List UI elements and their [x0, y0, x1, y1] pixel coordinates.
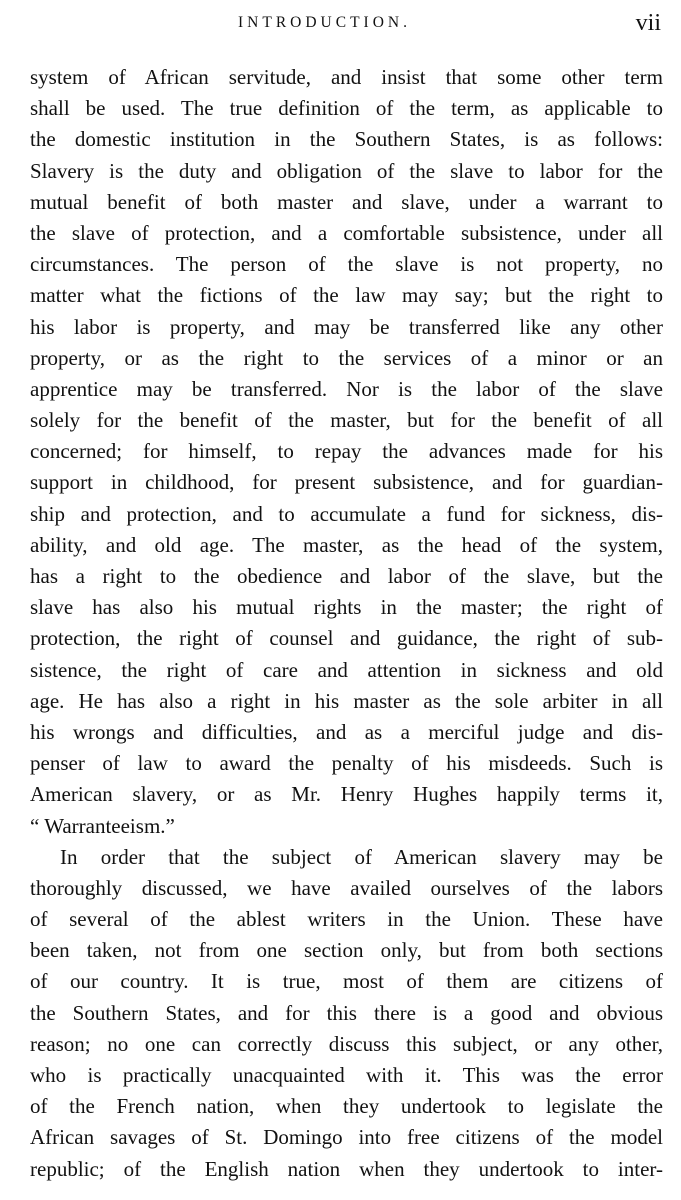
text-line: apprentice may be transferred. Nor is the labor of the slave: [30, 376, 663, 401]
text-line: ship and protection, and to accumulate a fund for sickness, dis-: [30, 501, 663, 526]
text-line: thoroughly discussed, we have availed ourselves of the labors: [30, 875, 663, 900]
text-line: of the French nation, when they undertook to legislate the: [30, 1094, 663, 1119]
text-line: of our country. It is true, most of them are citizens of: [30, 969, 663, 994]
text-line: his labor is property, and may be transferred like any other: [30, 314, 663, 339]
body-text: [30, 62, 663, 1185]
text-line: sistence, the right of care and attention in sickness and old: [30, 657, 663, 682]
text-line: age. He has also a right in his master as the sole arbiter in all: [30, 688, 663, 713]
text-line: the domestic institution in the Southern States, is as follows:: [30, 127, 663, 152]
text-line: property, or as the right to the services of a minor or an: [30, 345, 663, 370]
text-line: the slave of protection, and a comfortable subsistence, under all: [30, 220, 663, 245]
text-line: “ Warranteeism.”: [30, 813, 175, 838]
text-line: his wrongs and difficulties, and as a merciful judge and dis-: [30, 719, 663, 744]
text-line: who is practically unacquainted with it. This was the error: [30, 1063, 663, 1087]
running-head: INTRODUCTION.: [238, 14, 411, 31]
text-line: the Southern States, and for this there is a good and obvious: [30, 1000, 663, 1025]
text-line: penser of law to award the penalty of his misdeeds. Such is: [30, 751, 663, 776]
text-line: ability, and old age. The master, as the head of the system,: [30, 532, 663, 557]
text-line: protection, the right of counsel and guidance, the right of sub-: [30, 626, 663, 651]
text-line: shall be used. The true definition of the term, as applicable to: [30, 96, 663, 121]
text-line: solely for the benefit of the master, but for the benefit of all: [30, 408, 663, 433]
page-number: vii: [635, 10, 661, 36]
text-line: mutual benefit of both master and slave, under a warrant to: [30, 189, 663, 214]
text-line: African savages of St. Domingo into free citizens of the model: [30, 1125, 663, 1150]
text-line: American slavery, or as Mr. Henry Hughes happily terms it,: [30, 782, 663, 807]
paragraph-start-line: In order that the subject of American slavery may be: [60, 844, 663, 869]
text-line: been taken, not from one section only, but from both sections: [30, 938, 663, 963]
text-line: of several of the ablest writers in the Union. These have: [30, 907, 663, 932]
text-line: reason; no one can correctly discuss this subject, or any other,: [30, 1031, 663, 1056]
text-line: republic; of the English nation when they undertook to inter-: [30, 1156, 663, 1181]
text-line: support in childhood, for present subsistence, and for guardian-: [30, 470, 663, 495]
text-line: matter what the fictions of the law may say; but the right to: [30, 283, 663, 308]
text-line: slave has also his mutual rights in the master; the right of: [30, 595, 663, 620]
text-line: concerned; for himself, to repay the advances made for his: [30, 439, 663, 464]
text-line: circumstances. The person of the slave is not property, no: [30, 252, 663, 277]
text-line: system of African servitude, and insist that some other term: [30, 65, 663, 89]
text-line: Slavery is the duty and obligation of the slave to labor for the: [30, 158, 663, 183]
page-header: [0, 10, 681, 44]
text-line: has a right to the obedience and labor of the slave, but the: [30, 564, 663, 588]
